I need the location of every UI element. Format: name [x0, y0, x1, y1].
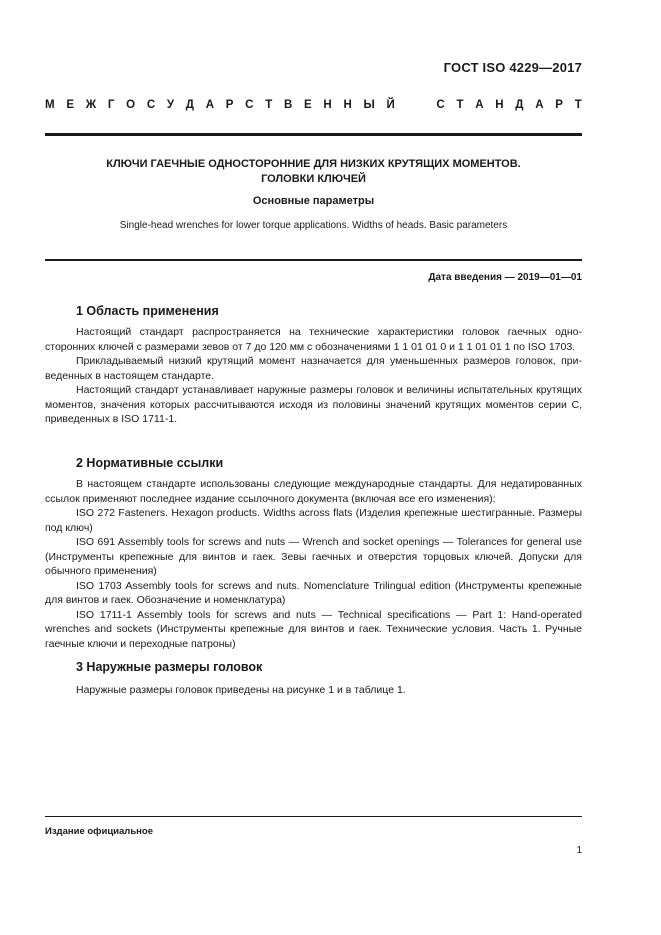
banner-letter: С: [245, 99, 254, 111]
section-2-body: [45, 477, 582, 651]
banner-letter: А: [475, 99, 484, 111]
banner-letter: Д: [515, 99, 524, 111]
banner-letter: Ы: [363, 99, 375, 111]
banner-letter: Е: [66, 99, 74, 111]
page-number: 1: [576, 845, 582, 856]
header-divider: [45, 133, 582, 136]
paragraph: ISO 1703 Assembly tools for screws and nuts. Nomenclature Trilingual edition (Инструменты крепежные для винтов и гаек. Обозначение и номенклатура): [45, 579, 582, 606]
banner-interstate-standard: [45, 99, 582, 111]
paragraph: Наружные размеры головок приведены на рисунке 1 и в таблице 1.: [76, 684, 406, 696]
banner-letter: В: [283, 99, 293, 111]
banner-letter: Е: [304, 99, 312, 111]
document-subtitle: Основные параметры: [252, 195, 375, 207]
section-3-body: [45, 683, 582, 698]
banner-letter: У: [166, 99, 175, 111]
banner-letter: А: [535, 99, 544, 111]
banner-letter: Н: [323, 99, 332, 111]
paragraph: ISO 1711-1 Assembly tools for screws and nuts — Technical specifications — Part 1: Hand-operated wrenches and sockets (Инструменты крепежные для винтов и гаек. Технические условия. Часть 1. Ручные гаечные ключи и переходные патроны): [45, 608, 582, 650]
paragraph: ISO 691 Assembly tools for screws and nuts — Wrench and socket openings — Tolerances for general use (Инструменты крепежные для винтов и гаек. Зевы гаечных и отверстия торцовых ключей. Допуски для обычного применения): [45, 536, 582, 577]
banner-letter: Ж: [85, 99, 97, 111]
title-line-1: КЛЮЧИ ГАЕЧНЫЕ ОДНОСТОРОННИЕ ДЛЯ НИЗКИХ КРУТЯЩИХ МОМЕНТОВ.: [106, 158, 521, 170]
section-2-heading: 2 Нормативные ссылки: [76, 456, 224, 470]
banner-letter: Н: [495, 99, 504, 111]
banner-gap: [421, 99, 424, 111]
section-1-body: [45, 325, 582, 427]
paragraph: В настоящем стандарте использованы следующие международные стандарты. Для недатированных ссылок применяют последнее издание ссылочного документа (включая все его изменения):: [45, 478, 582, 505]
banner-letter: Р: [225, 99, 234, 111]
banner-letter: Й: [386, 99, 395, 111]
standard-number: ГОСТ ISO 4229—2017: [443, 60, 582, 75]
footer-divider: [45, 816, 582, 817]
banner-letter: Р: [555, 99, 563, 111]
english-title: Single-head wrenches for lower torque applications. Widths of heads. Basic parameters: [119, 220, 508, 231]
banner-gap: [407, 99, 410, 111]
banner-letter: А: [205, 99, 215, 111]
document-title: [45, 157, 582, 187]
banner-letter: С: [146, 99, 156, 111]
official-edition-label: Издание официальное: [45, 826, 153, 837]
banner-letter: Т: [456, 99, 464, 111]
section-3-heading: 3 Наружные размеры головок: [76, 660, 263, 674]
paragraph: Настоящий стандарт устанавливает наружные размеры головок и величины испытательных крутящих моментов, значения которых рассчитываются исходя из половины значений крутящих моментов серии С, приведенных в ISO 1711-1.: [45, 384, 582, 425]
title-divider: [45, 259, 582, 261]
section-1-heading: 1 Область применения: [76, 304, 219, 318]
banner-letter: Т: [265, 99, 273, 111]
banner-letter: Н: [343, 99, 352, 111]
banner-letter: С: [436, 99, 445, 111]
paragraph: Прикладываемый низкий крутящий момент назначается для уменьшенных размеров головок, приведенных в настоящем стандарте.: [45, 355, 582, 382]
banner-letter: Г: [107, 99, 115, 111]
title-line-2: ГОЛОВКИ КЛЮЧЕЙ: [261, 173, 366, 185]
banner-letter: О: [126, 99, 136, 111]
introduction-date: Дата введения — 2019—01—01: [428, 272, 582, 283]
banner-letter: М: [45, 99, 55, 111]
banner-letter: Т: [574, 99, 582, 111]
banner-letter: Д: [185, 99, 194, 111]
paragraph: Настоящий стандарт распространяется на технические характеристики головок гаечных односторонних ключей с размерами зевов от 7 до 120 мм с обозначениями 1 1 01 01 0 и 1 1 01 01 1 по ISO 1703.: [45, 326, 582, 353]
paragraph: ISO 272 Fasteners. Hexagon products. Widths across flats (Изделия крепежные шестигранные. Размеры под ключ): [45, 507, 582, 534]
